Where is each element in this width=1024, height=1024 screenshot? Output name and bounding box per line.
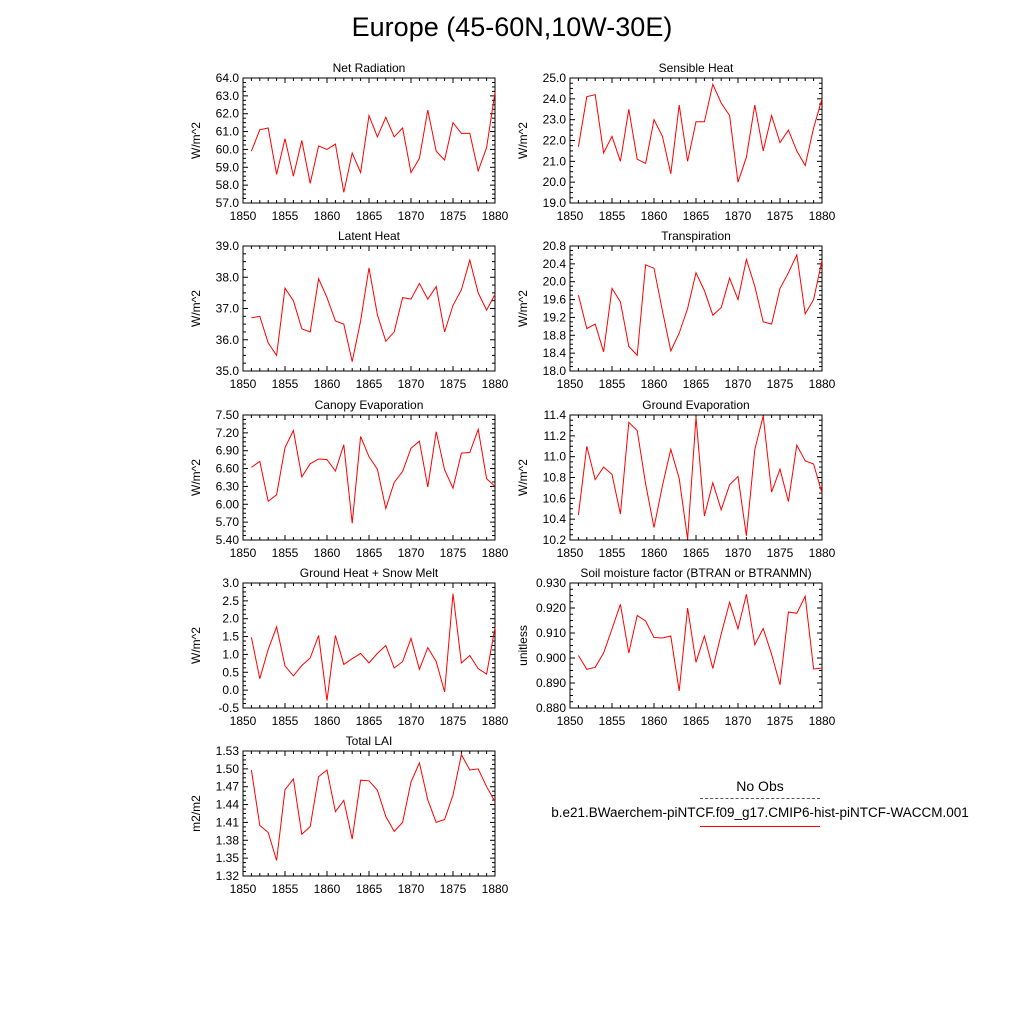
x-tick-label: 1850 <box>556 546 584 560</box>
x-tick-label: 1865 <box>355 209 383 223</box>
legend-obs-line-swatch <box>700 798 820 799</box>
series-line <box>578 255 822 356</box>
x-tick-label: 1855 <box>271 377 299 391</box>
y-axis-label: W/m^2 <box>189 459 203 496</box>
x-tick-label: 1870 <box>397 714 425 728</box>
y-tick-label: 7.20 <box>215 425 239 440</box>
x-tick-label: 1850 <box>556 714 584 728</box>
x-tick-label: 1855 <box>598 209 626 223</box>
plot-frame <box>570 246 822 371</box>
y-tick-label: 1.5 <box>222 629 239 644</box>
x-tick-label: 1865 <box>355 377 383 391</box>
x-tick-label: 1855 <box>271 882 299 896</box>
x-tick-label: 1875 <box>439 377 467 391</box>
y-tick-label: 11.2 <box>543 428 566 443</box>
x-tick-label: 1850 <box>229 546 257 560</box>
legend <box>540 778 980 827</box>
panel-title: Latent Heat <box>337 229 401 243</box>
y-tick-label: 0.900 <box>535 651 566 665</box>
panel-title: Soil moisture factor (BTRAN or BTRANMN) <box>580 566 812 580</box>
y-tick-label: 0.910 <box>535 626 566 640</box>
y-tick-label: 6.00 <box>215 497 239 512</box>
panel-title: Transpiration <box>661 229 731 243</box>
x-tick-label: 1875 <box>766 546 794 560</box>
series-line <box>251 755 495 861</box>
y-tick-label: 39.0 <box>215 239 239 253</box>
x-tick-label: 1850 <box>229 882 257 896</box>
y-tick-label: 5.40 <box>215 533 239 547</box>
legend-case-label: b.e21.BWaerchem-piNTCF.f09_g17.CMIP6-hist-piNTCF-WACCM.001 <box>551 805 969 820</box>
y-tick-label: 1.53 <box>215 744 239 758</box>
y-tick-label: 60.0 <box>215 142 239 157</box>
x-tick-label: 1860 <box>313 209 341 223</box>
y-tick-label: 0.880 <box>535 701 566 715</box>
chart-panel-4 <box>516 229 836 391</box>
x-tick-label: 1850 <box>556 209 584 223</box>
y-tick-label: 1.32 <box>215 869 239 883</box>
y-tick-label: 18.4 <box>542 346 566 361</box>
y-tick-label: 58.0 <box>215 178 239 193</box>
y-tick-label: 18.8 <box>542 328 566 343</box>
y-tick-label: 0.930 <box>535 576 566 590</box>
x-tick-label: 1875 <box>439 546 467 560</box>
chart-panel-8 <box>516 566 836 728</box>
x-tick-label: 1875 <box>766 714 794 728</box>
y-tick-label: 2.0 <box>222 611 239 626</box>
y-tick-label: 11.0 <box>543 449 566 464</box>
y-tick-label: 10.6 <box>542 491 566 506</box>
y-tick-label: 0.5 <box>222 665 239 680</box>
x-tick-label: 1855 <box>598 714 626 728</box>
x-tick-label: 1850 <box>556 377 584 391</box>
y-axis-label: W/m^2 <box>516 122 530 159</box>
x-tick-label: 1875 <box>439 209 467 223</box>
x-tick-label: 1860 <box>640 546 668 560</box>
plot-frame <box>243 78 495 203</box>
x-tick-label: 1880 <box>481 882 509 896</box>
y-tick-label: 23.0 <box>542 112 566 127</box>
series-line <box>251 260 495 362</box>
chart-panel-3 <box>189 229 509 391</box>
y-tick-label: 10.4 <box>542 512 566 527</box>
x-tick-label: 1860 <box>313 714 341 728</box>
y-tick-label: -0.5 <box>218 701 239 715</box>
y-tick-label: 22.0 <box>542 133 566 148</box>
panel-title: Total LAI <box>345 734 393 748</box>
y-tick-label: 24.0 <box>542 91 566 106</box>
y-axis-label: W/m^2 <box>189 290 203 327</box>
panel-title: Ground Heat + Snow Melt <box>299 566 439 580</box>
x-tick-label: 1865 <box>682 377 710 391</box>
y-tick-label: 1.41 <box>215 815 239 830</box>
panel-title: Net Radiation <box>332 61 406 75</box>
y-tick-label: 10.8 <box>542 470 566 485</box>
plot-frame <box>243 751 495 876</box>
x-tick-label: 1870 <box>397 546 425 560</box>
x-tick-label: 1865 <box>682 714 710 728</box>
y-tick-label: 37.0 <box>215 301 239 316</box>
y-tick-label: 3.0 <box>222 576 239 590</box>
y-tick-label: 25.0 <box>542 71 566 85</box>
y-tick-label: 19.2 <box>542 310 566 325</box>
y-tick-label: 20.4 <box>542 256 566 271</box>
plot-frame <box>570 415 822 540</box>
x-tick-label: 1870 <box>397 209 425 223</box>
y-tick-label: 10.2 <box>542 533 566 547</box>
x-tick-label: 1855 <box>271 714 299 728</box>
y-axis-label: unitless <box>516 625 530 666</box>
y-tick-label: 1.35 <box>215 851 239 866</box>
chart-panel-1 <box>189 61 509 223</box>
x-tick-label: 1860 <box>640 714 668 728</box>
panel-title: Canopy Evaporation <box>314 398 424 412</box>
x-tick-label: 1860 <box>640 209 668 223</box>
x-tick-label: 1855 <box>271 546 299 560</box>
y-tick-label: 36.0 <box>215 332 239 347</box>
x-tick-label: 1855 <box>598 377 626 391</box>
chart-panel-2 <box>516 61 836 223</box>
y-tick-label: 21.0 <box>542 154 566 169</box>
x-tick-label: 1870 <box>397 377 425 391</box>
y-tick-label: 35.0 <box>215 364 239 378</box>
y-axis-label: W/m^2 <box>189 122 203 159</box>
y-tick-label: 1.0 <box>222 647 239 662</box>
y-axis-label: W/m^2 <box>516 459 530 496</box>
y-tick-label: 6.30 <box>215 479 239 494</box>
y-tick-label: 1.38 <box>215 833 239 848</box>
x-tick-label: 1865 <box>355 882 383 896</box>
y-tick-label: 62.0 <box>215 106 239 121</box>
y-tick-label: 7.50 <box>215 408 239 422</box>
chart-panel-5 <box>189 398 509 560</box>
x-tick-label: 1860 <box>313 546 341 560</box>
x-tick-label: 1860 <box>640 377 668 391</box>
x-tick-label: 1870 <box>724 209 752 223</box>
y-tick-label: 0.0 <box>222 683 239 698</box>
y-tick-label: 0.920 <box>535 601 566 615</box>
chart-panel-7 <box>189 566 509 728</box>
y-tick-label: 0.890 <box>535 676 566 690</box>
x-tick-label: 1880 <box>808 714 836 728</box>
x-tick-label: 1880 <box>808 546 836 560</box>
x-tick-label: 1870 <box>397 882 425 896</box>
y-tick-label: 19.0 <box>542 196 566 210</box>
x-tick-label: 1870 <box>724 377 752 391</box>
series-line <box>578 416 822 539</box>
figure-title: Europe (45-60N,10W-30E) <box>351 12 673 42</box>
y-tick-label: 6.60 <box>215 461 239 476</box>
series-line <box>578 594 822 691</box>
x-tick-label: 1860 <box>313 882 341 896</box>
x-tick-label: 1875 <box>766 377 794 391</box>
y-tick-label: 18.0 <box>542 364 566 378</box>
panel-title: Sensible Heat <box>658 61 734 75</box>
series-line <box>251 92 495 192</box>
series-line <box>251 594 495 701</box>
y-tick-label: 5.70 <box>215 515 239 530</box>
legend-obs-label: No Obs <box>736 778 784 794</box>
x-tick-label: 1865 <box>355 714 383 728</box>
x-tick-label: 1880 <box>808 377 836 391</box>
x-tick-label: 1850 <box>229 377 257 391</box>
y-tick-label: 1.47 <box>215 779 239 794</box>
series-line <box>251 429 495 523</box>
x-tick-label: 1850 <box>229 714 257 728</box>
y-axis-label: m2/m2 <box>189 795 203 832</box>
y-tick-label: 61.0 <box>215 124 239 139</box>
chart-panel-6 <box>516 398 836 560</box>
y-tick-label: 1.50 <box>215 761 239 776</box>
plot-frame <box>243 246 495 371</box>
y-tick-label: 2.5 <box>222 593 239 608</box>
y-tick-label: 19.6 <box>542 292 566 307</box>
x-tick-label: 1850 <box>229 209 257 223</box>
x-tick-label: 1880 <box>481 714 509 728</box>
x-tick-label: 1875 <box>439 714 467 728</box>
x-tick-label: 1865 <box>682 209 710 223</box>
panel-title: Ground Evaporation <box>642 398 750 412</box>
x-tick-label: 1865 <box>682 546 710 560</box>
x-tick-label: 1880 <box>481 546 509 560</box>
y-tick-label: 6.90 <box>215 443 239 458</box>
x-tick-label: 1875 <box>766 209 794 223</box>
x-tick-label: 1870 <box>724 714 752 728</box>
legend-case-line-swatch <box>700 826 820 827</box>
y-tick-label: 63.0 <box>215 88 239 103</box>
x-tick-label: 1880 <box>481 209 509 223</box>
x-tick-label: 1865 <box>355 546 383 560</box>
x-tick-label: 1855 <box>598 546 626 560</box>
series-line <box>578 84 822 182</box>
plot-frame <box>243 415 495 540</box>
x-tick-label: 1880 <box>808 209 836 223</box>
y-tick-label: 20.0 <box>542 274 566 289</box>
x-tick-label: 1860 <box>313 377 341 391</box>
y-tick-label: 64.0 <box>215 71 239 85</box>
y-tick-label: 1.44 <box>215 797 239 812</box>
x-tick-label: 1855 <box>271 209 299 223</box>
x-tick-label: 1880 <box>481 377 509 391</box>
y-tick-label: 20.8 <box>542 239 566 253</box>
y-tick-label: 57.0 <box>215 196 239 210</box>
y-tick-label: 11.4 <box>543 408 566 422</box>
y-tick-label: 20.0 <box>542 175 566 190</box>
chart-panel-9 <box>189 734 509 896</box>
y-tick-label: 38.0 <box>215 270 239 285</box>
y-axis-label: W/m^2 <box>189 627 203 664</box>
plot-frame <box>570 78 822 203</box>
x-tick-label: 1875 <box>439 882 467 896</box>
y-axis-label: W/m^2 <box>516 290 530 327</box>
x-tick-label: 1870 <box>724 546 752 560</box>
y-tick-label: 59.0 <box>215 160 239 175</box>
